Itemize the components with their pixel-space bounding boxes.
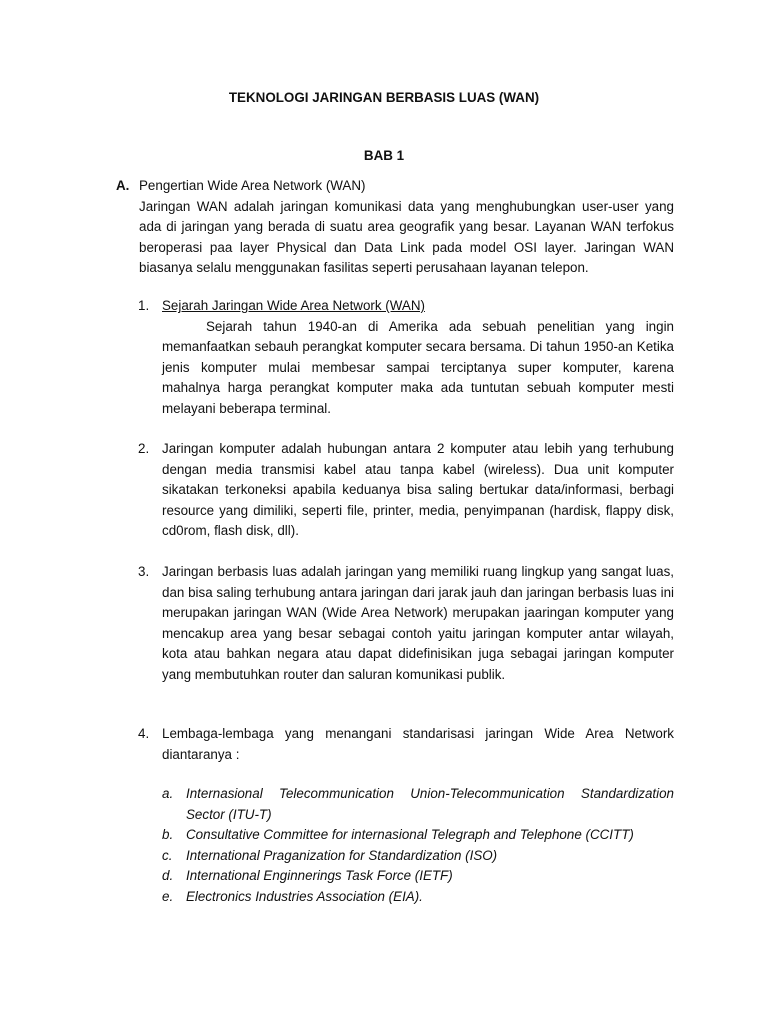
section-a-heading: Pengertian Wide Area Network (WAN) bbox=[139, 178, 366, 193]
list-item-4 bbox=[138, 724, 676, 765]
list-item-3 bbox=[138, 562, 676, 685]
list-item-number: 1. bbox=[138, 298, 150, 313]
list-item-heading: Sejarah Jaringan Wide Area Network (WAN) bbox=[162, 298, 425, 313]
sub-list-text: Electronics Industries Association (EIA). bbox=[186, 889, 423, 904]
list-item-text: Lembaga-lembaga yang menangani standarisasi jaringan Wide Area Network diantaranya : bbox=[162, 726, 674, 762]
sub-list-item-c bbox=[162, 846, 676, 867]
document-title: TEKNOLOGI JARINGAN BERBASIS LUAS (WAN) bbox=[228, 90, 540, 105]
sub-list-text: Consultative Committee for internasional Telegraph and Telephone (CCITT) bbox=[186, 827, 634, 842]
list-item-2 bbox=[138, 439, 676, 542]
list-item-number: 3. bbox=[138, 564, 150, 579]
sub-list-text: Internasional Telecommunication Union-Telecommunication Standardization Sector (ITU-T) bbox=[186, 786, 674, 822]
section-a-label: A. bbox=[116, 178, 130, 193]
chapter-heading: BAB 1 bbox=[363, 148, 405, 163]
sub-list-text: International Enginnerings Task Force (IETF) bbox=[186, 868, 453, 883]
sub-list-item-d bbox=[162, 866, 676, 887]
section-a-body bbox=[139, 176, 674, 279]
list-item-1 bbox=[138, 296, 676, 419]
sub-list-letter: c. bbox=[162, 848, 173, 863]
list-item-text: Sejarah tahun 1940-an di Amerika ada sebuah penelitian yang ingin memanfaatkan sebauh perangkat komputer secara bersama. Di tahun 1950-an Ketika jenis komputer mulai membesar sampai terciptanya super komputer, karena mahalnya harga perangkat komputer maka ada tuntutan sebuah komputer mesti melayani beberapa terminal. bbox=[162, 318, 674, 416]
sub-list-letter: e. bbox=[162, 889, 174, 904]
list-item-text: Jaringan komputer adalah hubungan antara 2 komputer atau lebih yang terhubung dengan media transmisi kabel atau tanpa kabel (wireless). Dua unit komputer sikatakan terkoneksi apabila keduanya bisa saling bertukar data/informasi, berbagi resource yang dimiliki, seperti file, printer, media, penyimpanan (hardisk, flappy disk, cd0rom, flash disk, dll). bbox=[162, 441, 674, 538]
list-item-number: 2. bbox=[138, 441, 150, 456]
sub-list-letter: b. bbox=[162, 827, 174, 842]
sub-list-letter: d. bbox=[162, 868, 174, 883]
sub-list-item-a bbox=[162, 784, 676, 825]
sub-list-text: International Praganization for Standardization (ISO) bbox=[186, 848, 498, 863]
sub-list-letter: a. bbox=[162, 786, 174, 801]
sub-list-item-e bbox=[162, 887, 676, 908]
list-item-number: 4. bbox=[138, 726, 150, 741]
list-item-text: Jaringan berbasis luas adalah jaringan yang memiliki ruang lingkup yang sangat luas, dan bisa saling terhubung antara jaringan dari jarak jauh dan jaringan berbasis luas ini merupakan jaringan WAN (Wide Area Network) merupakan jaaringan komputer yang mencakup area yang besar sebagai contoh yaitu jaringan komputer antar wilayah, kota atau bahkan negara atau dapat didefinisikan juga sebagai jaringan komputer yang membutuhkan router dan saluran komunikasi publik. bbox=[162, 564, 674, 682]
section-a-paragraph: Jaringan WAN adalah jaringan komunikasi data yang menghubungkan user-user yang ada di jaringan yang berada di suatu area geografik yang besar. Layanan WAN terfokus beroperasi paa layer Physical dan Data Link pada model OSI layer. Jaringan WAN biasanya selalu menggunakan fasilitas seperti perusahaan layanan telepon. bbox=[139, 198, 674, 275]
sub-list-item-b bbox=[162, 825, 676, 846]
